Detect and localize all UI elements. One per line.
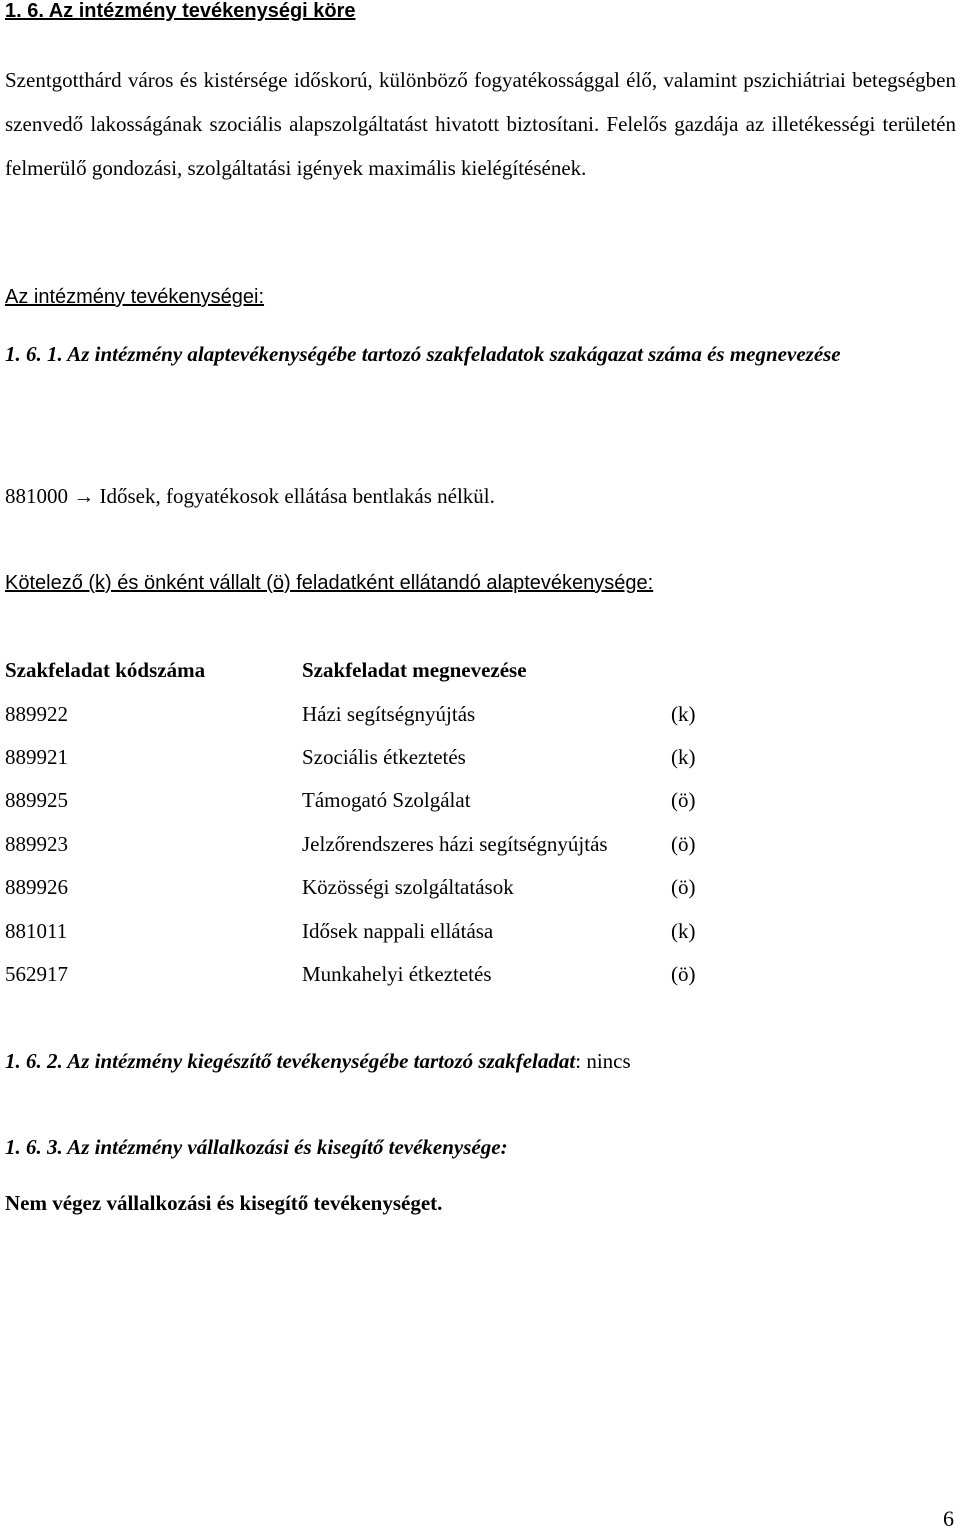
- table-row-type: (ö): [671, 832, 696, 856]
- branch-description: Idősek, fogyatékosok ellátása bentlakás nélkül.: [99, 484, 495, 508]
- table-row-name: Idősek nappali ellátása: [302, 919, 494, 943]
- table-row-name: Támogató Szolgálat: [302, 788, 471, 812]
- table-row-code: 562917: [5, 962, 68, 986]
- subsection-1-heading: 1. 6. 1. Az intézmény alaptevékenységébe tartozó szakfeladatok szakágazat száma és megnevezése: [5, 342, 841, 366]
- page-number: 6: [943, 1506, 954, 1531]
- table-row-name: Szociális étkeztetés: [302, 745, 466, 769]
- table-row-type: (ö): [671, 875, 696, 899]
- section-title: 1. 6. Az intézmény tevékenységi köre: [5, 0, 356, 22]
- arrow-icon: →: [73, 484, 95, 508]
- subsection-3-statement: Nem végez vállalkozási és kisegítő tevékenységet.: [5, 1191, 443, 1215]
- table-row-code: 889926: [5, 875, 68, 899]
- table-row-code: 889922: [5, 702, 68, 726]
- table-row-name: Jelzőrendszeres házi segítségnyújtás: [302, 832, 608, 856]
- table-row-type: (k): [671, 919, 696, 943]
- mandatory-label: Kötelező (k) és önként vállalt (ö) feladatként ellátandó alaptevékenysége:: [5, 572, 654, 594]
- table-row-type: (ö): [671, 962, 696, 986]
- table-row-code: 889925: [5, 788, 68, 812]
- subsection-3-heading: 1. 6. 3. Az intézmény vállalkozási és kisegítő tevékenysége:: [5, 1135, 508, 1159]
- subsection-2-line: [5, 1049, 631, 1074]
- subsection-2-heading: 1. 6. 2. Az intézmény kiegészítő tevékenységébe tartozó szakfeladat: [5, 1049, 576, 1073]
- table-header-name: Szakfeladat megnevezése: [302, 658, 527, 682]
- table-row-type: (ö): [671, 788, 696, 812]
- table-row-name: Közösségi szolgáltatások: [302, 875, 514, 899]
- table-row-code: 881011: [5, 919, 68, 943]
- table-row-code: 889923: [5, 832, 68, 856]
- table-row-name: Munkahelyi étkeztetés: [302, 962, 492, 986]
- table-row-name: Házi segítségnyújtás: [302, 702, 476, 726]
- intro-paragraph: Szentgotthárd város és kistérsége időskorú, különböző fogyatékossággal élő, valamint pszichiátriai betegségben szenvedő lakosságának szociális alapszolgáltatást hivatott biztosítani. Felelős gazdája az illetékességi területén felmerülő gondozási, szolgáltatási igények maximális kielégítésének.: [5, 68, 956, 180]
- table-row-type: (k): [671, 745, 696, 769]
- branch-code: 881000: [5, 484, 68, 508]
- table-row-type: (k): [671, 702, 696, 726]
- activities-label: Az intézmény tevékenységei:: [5, 286, 265, 308]
- subsection-2-value: : nincs: [575, 1049, 631, 1073]
- branch-line: [5, 484, 495, 509]
- table-header-code: Szakfeladat kódszáma: [5, 658, 206, 682]
- table-row-code: 889921: [5, 745, 68, 769]
